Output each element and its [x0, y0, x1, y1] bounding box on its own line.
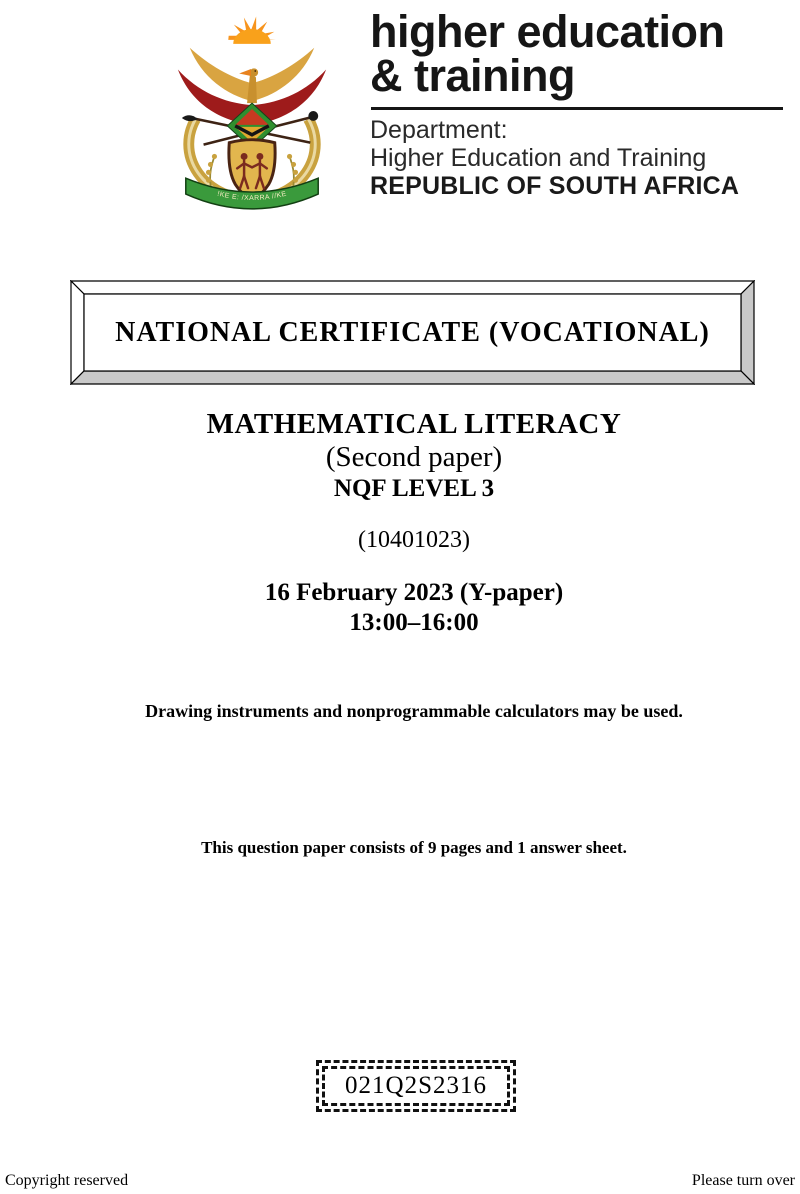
exam-details: [28, 408, 800, 638]
country-name: REPUBLIC OF SOUTH AFRICA: [370, 172, 740, 200]
exam-subject-code: (10401023): [358, 527, 470, 553]
footer-copyright: Copyright reserved: [5, 1172, 129, 1189]
footer-turn-over: Please turn over: [691, 1172, 795, 1189]
exam-subject: MATHEMATICAL LITERACY: [206, 408, 622, 440]
department-label: Department:: [370, 116, 508, 144]
certificate-title: NATIONAL CERTIFICATE (VOCATIONAL): [115, 316, 710, 348]
note-pages: This question paper consists of 9 pages and 1 answer sheet.: [201, 838, 627, 857]
exam-date: 16 February 2023 (Y-paper): [264, 579, 564, 606]
south-africa-coat-of-arms-icon: [168, 12, 336, 214]
exam-time: 13:00–16:00: [349, 609, 479, 636]
wordmark-line1: higher education: [370, 6, 725, 57]
wordmark-rule: [371, 107, 783, 110]
motto-text: !KE E: /XARRA //KE: [216, 190, 288, 202]
paper-code: 021Q2S2316: [322, 1066, 510, 1106]
exam-paper: (Second paper): [325, 441, 503, 473]
paper-code-box: [316, 1060, 516, 1112]
note-instruments: Drawing instruments and nonprogrammable calculators may be used.: [145, 701, 683, 721]
department-name: Higher Education and Training: [370, 144, 707, 172]
certificate-title-box: [70, 280, 755, 385]
exam-level: NQF LEVEL 3: [333, 475, 495, 502]
sun-icon: [228, 17, 275, 44]
wordmark-line2: & training: [370, 50, 575, 101]
letterhead: [370, 6, 788, 201]
